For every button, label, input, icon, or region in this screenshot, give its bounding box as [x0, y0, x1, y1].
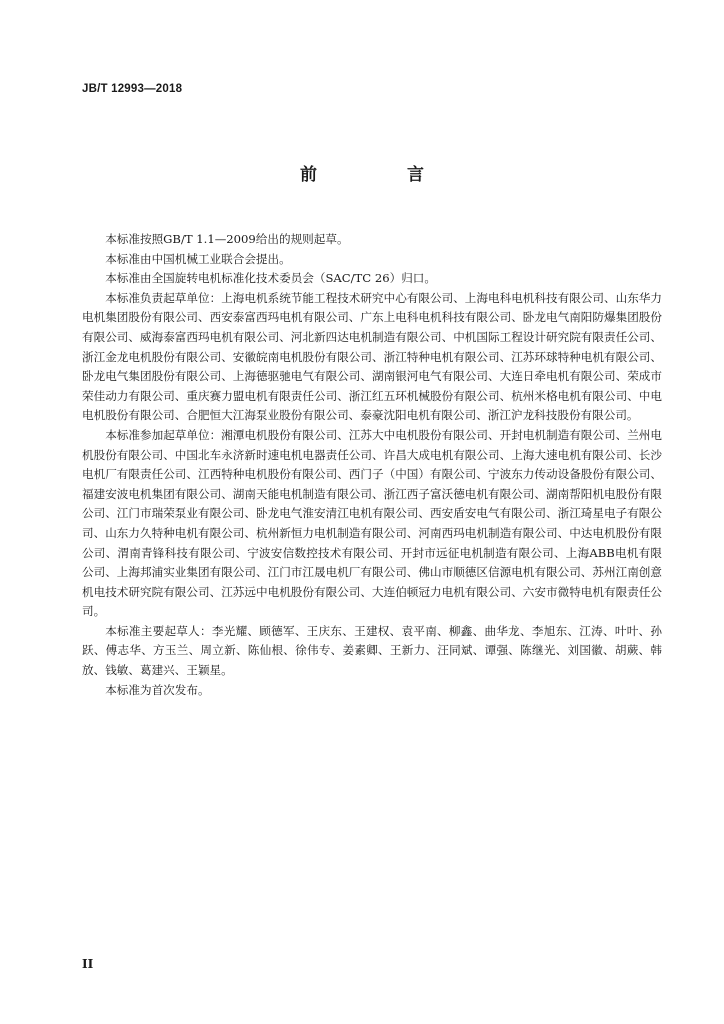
paragraph-responsible-drafters: 本标准负责起草单位：上海电机系统节能工程技术研究中心有限公司、上海电科电机科技有限公司、山东华力电机集团股份有限公司、西安泰富西玛电机有限公司、广东上电科电机科技有限公司、卧龙电气南阳防爆集团股份有限公司、威海泰富西玛电机有限公司、河北新四达电机制造有限公司、中机国际工程设计研究院有限责任公司、浙江金龙电机股份有限公司、安徽皖南电机股份有限公司、浙江特种电机有限公司、江苏环球特种电机有限公司、卧龙电气集团股份有限公司、上海德驱驰电气有限公司、湖南银河电气有限公司、大连日牵电机有限公司、荣成市荣佳动力有限公司、重庆赛力盟电机有限责任公司、浙江红五环机械股份有限公司、杭州米格电机有限公司、中电电机股份有限公司、合肥恒大江海泵业股份有限公司、泰豪沈阳电机有限公司、浙江沪龙科技股份有限公司。	[82, 290, 662, 423]
foreword-content	[82, 230, 662, 700]
paragraph-participating-drafters: 本标准参加起草单位：湘潭电机股份有限公司、江苏大中电机股份有限公司、开封电机制造有限公司、兰州电机股份有限公司、中国北车永济新时速电机电器责任公司、许昌大成电机有限公司、上海大速电机有限公司、长沙电机厂有限责任公司、江西特种电机股份有限公司、西门子（中国）有限公司、宁波东力传动设备股份有限公司、福建安波电机集团有限公司、湖南天能电机制造有限公司、浙江西子富沃德电机有限公司、湖南帮阳机电股份有限公司、江门市瑞荣泵业有限公司、卧龙电气淮安清江电机有限公司、西安盾安电气有限公司、浙江琦星电子有限公司、山东力久特种电机有限公司、杭州新恒力电机制造有限公司、河南西玛电机制造有限公司、中达电机股份有限公司、渭南青锋科技有限公司、宁波安信数控技术有限公司、开封市远征电机制造有限公司、上海ABB电机有限公司、上海邦浦实业集团有限公司、江门市江晟电机厂有限公司、佛山市顺德区信源电机有限公司、苏州江南创意机电技术研究院有限公司、江苏远中电机股份有限公司、大连伯顿冠力电机有限公司、六安市微特电机有限责任公司。	[82, 427, 662, 619]
header-standard-code: JB/T 12993—2018	[82, 83, 183, 95]
paragraph-main-drafters: 本标准主要起草人：李光耀、顾德军、王庆东、王建权、袁平南、柳鑫、曲华龙、李旭东、江涛、叶叶、孙跃、傅志华、方玉兰、周立新、陈仙根、徐伟专、姜素卿、王新力、汪同斌、谭强、陈继光、刘国徽、胡蕨、韩放、钱敏、葛建兴、王颖星。	[82, 623, 662, 678]
paragraph-administration: 本标准由全国旋转电机标准化技术委员会（SAC/TC 26）归口。	[105, 271, 436, 286]
paragraph-drafting-rules: 本标准按照GB/T 1.1—2009给出的规则起草。	[105, 232, 349, 246]
paragraph-proposer: 本标准由中国机械工业联合会提出。	[105, 251, 291, 266]
page-title: 前 言	[300, 165, 466, 185]
page-number: II	[82, 957, 94, 971]
paragraph-first-release: 本标准为首次发布。	[105, 682, 210, 697]
